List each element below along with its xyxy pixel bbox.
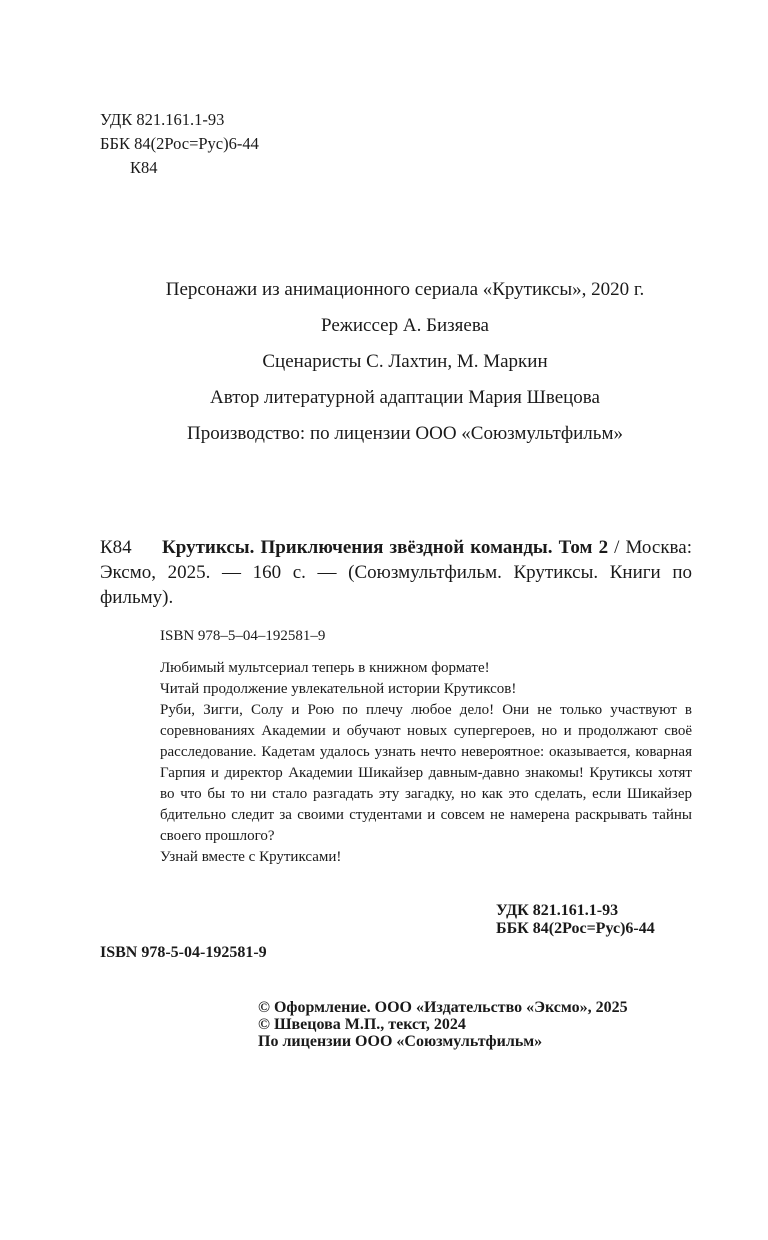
annotation-line-4: Узнай вместе с Крутиксами! (160, 849, 342, 865)
annotation-body: Руби, Зигги, Солу и Рою по плечу любое дело! Они не только участвуют в соревнованиях Академии и обучают новых супергероев, но и продолжают своё расследование. Кадетам удалось узнать нечто невероятное: оказывается, коварная Гарпия и директор Академии Шикайзер давным-давно знакомы! Крутиксы хотят во что бы то ни стало разгадать эту загадку, но как это сделать, если Шикайзер бдительно следит за своими студентами и совсем не намерена раскрывать тайны своего прошлого? (160, 702, 692, 844)
isbn-bold: ISBN 978-5-04-192581-9 (100, 944, 267, 961)
udk-code: УДК 821.161.1-93 (100, 110, 225, 129)
annotation-line-1: Любимый мультсериал теперь в книжном формате! (160, 660, 490, 676)
author-mark: К84 (130, 158, 158, 177)
copyright-text: © Швецова М.П., текст, 2024 (258, 1016, 466, 1033)
classification-codes-bottom (496, 902, 655, 938)
udk-code-bold: УДК 821.161.1-93 (496, 902, 619, 919)
bbk-code: ББК 84(2Рос=Рус)6-44 (100, 134, 259, 153)
bibliographic-entry (100, 535, 692, 610)
credit-series: Персонажи из анимационного сериала «Крутиксы», 2020 г. (165, 279, 645, 300)
annotation (160, 658, 692, 868)
isbn-line: ISBN 978–5–04–192581–9 (160, 628, 326, 644)
credit-adaptation: Автор литературной адаптации Мария Швецова (210, 387, 600, 408)
annotation-line-2: Читай продолжение увлекательной истории Крутиксов! (160, 681, 517, 697)
entry-details: / Москва: Эксмо, 2025. — 160 с. — (Союзмультфильм. Крутиксы. Книги по фильму). (100, 537, 692, 608)
credit-production: Производство: по лицензии ООО «Союзмультфильм» (187, 423, 623, 444)
entry-title: Крутиксы. Приключения звёздной команды. Том 2 (162, 537, 609, 558)
classification-codes-top (100, 108, 259, 180)
entry-code: К84 (100, 537, 132, 558)
copyright-design: © Оформление. ООО «Издательство «Эксмо», 2025 (258, 999, 628, 1016)
copyright-block (258, 999, 628, 1050)
credits-block (60, 272, 750, 452)
credit-director: Режиссер А. Бизяева (321, 315, 489, 336)
credit-writers: Сценаристы С. Лахтин, М. Маркин (262, 351, 548, 372)
license-line: По лицензии ООО «Союзмультфильм» (258, 1033, 543, 1050)
bbk-code-bold: ББК 84(2Рос=Рус)6-44 (496, 920, 655, 937)
